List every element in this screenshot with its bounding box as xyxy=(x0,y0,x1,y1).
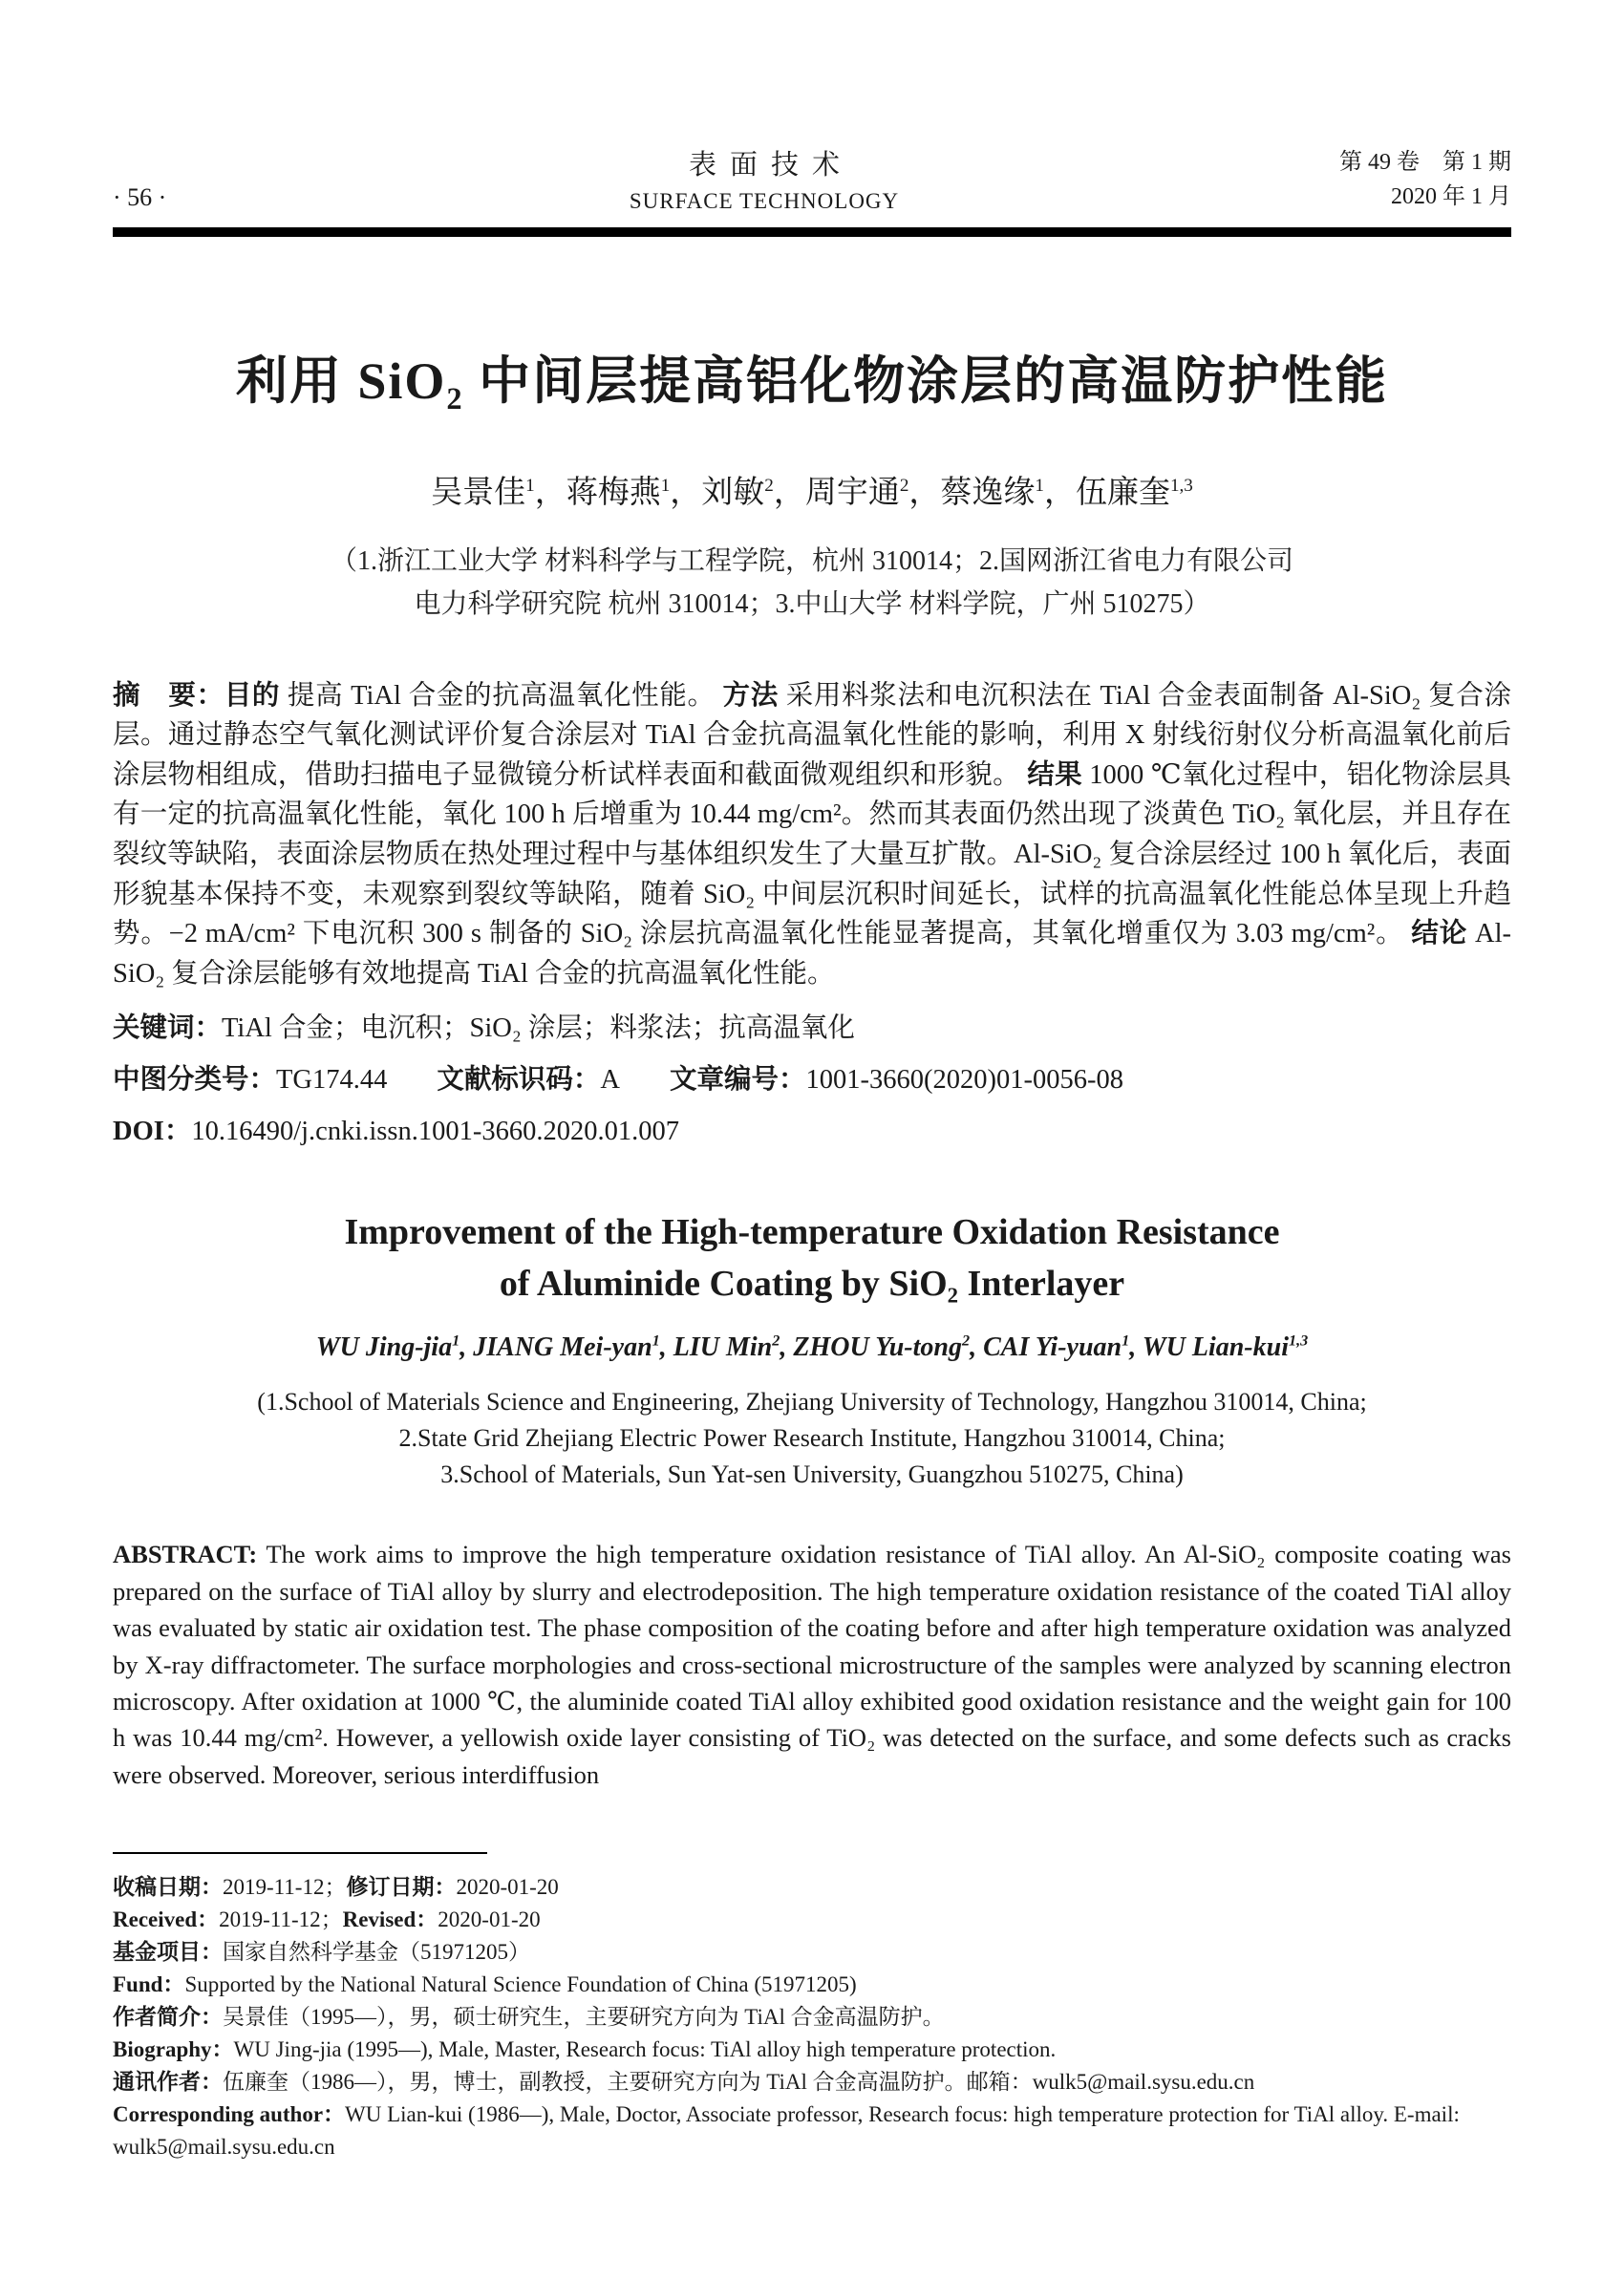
author-name: 吴景佳 xyxy=(431,476,526,510)
document-code-label: 文献标识码： xyxy=(437,1065,601,1096)
author-affiliation-sup: 2 xyxy=(764,476,774,496)
footnote-fund-en xyxy=(113,1969,1511,2001)
paper-title-en-line1: Improvement of the High-temperature Oxidation Resistance xyxy=(344,1212,1280,1253)
author-cn xyxy=(701,476,805,510)
footnote-rule xyxy=(113,1852,487,1854)
authors-en-line xyxy=(113,1332,1511,1363)
affiliation-cn xyxy=(113,541,1511,627)
author-cn xyxy=(566,476,702,510)
journal-title-cn: 表面技术 xyxy=(688,150,853,181)
paper-title-en-line2: of Aluminide Coating by SiO₂ Interlayer xyxy=(499,1263,1125,1304)
author-separator: , xyxy=(970,1332,984,1363)
abstract-cn xyxy=(113,676,1511,994)
author-separator: , xyxy=(459,1332,474,1363)
doi-value: 10.16490/j.cnki.issn.1001-3660.2020.01.007 xyxy=(191,1117,679,1147)
author-cn xyxy=(431,476,566,510)
doi-label: DOI： xyxy=(113,1117,192,1147)
footnote-text: 国家自然科学基金（51971205） xyxy=(223,1940,530,1965)
abstract-result-label: 结果 xyxy=(1027,759,1082,790)
abstract-method-label: 方法 xyxy=(722,680,779,711)
footnote-received-en xyxy=(113,1904,1511,1936)
header-rule xyxy=(113,227,1511,237)
footnote-corresponding-en xyxy=(113,2099,1511,2163)
authors-cn-line xyxy=(113,467,1511,512)
document-code-value: A xyxy=(600,1065,620,1096)
footnote-label: Fund： xyxy=(113,1972,185,1997)
footnote-text: 伍廉奎（1986—），男，博士，副教授，主要研究方向为 TiAl 合金高温防护。邮箱：wulk5@mail.sysu.edu.cn xyxy=(223,2070,1255,2095)
clc-line xyxy=(113,1057,1511,1097)
footnote-fund-cn xyxy=(113,1936,1511,1969)
keywords-text: TiAl 合金；电沉积；SiO₂ 涂层；料浆法；抗高温氧化 xyxy=(222,1013,855,1044)
author-en xyxy=(1143,1332,1309,1362)
footnote-label: Revised： xyxy=(342,1907,438,1932)
author-name: JIANG Mei-yan xyxy=(473,1332,652,1363)
author-separator: , xyxy=(780,1332,794,1363)
author-en xyxy=(793,1332,983,1362)
footnote-text: WU Lian-kui (1986—), Male, Doctor, Associate professor, Research focus: high temperature protection for TiAl alloy. E-mail: wulk5@mail.sysu.edu.cn xyxy=(113,2102,1460,2160)
author-separator: ， xyxy=(670,476,702,510)
affiliation-cn-line2: 电力科学研究院 杭州 310014；3.中山大学 材料学院，广州 510275） xyxy=(414,588,1210,619)
abstract-result-text: 1000 ℃氧化过程中，铝化物涂层具有一定的抗高温氧化性能，氧化 100 h 后增重为 10.44 mg/cm²。然而其表面仍然出现了淡黄色 TiO₂ 氧化层，并且存在裂纹等缺陷，表面涂层物质在热处理过程中与基体组织发生了大量互扩散。Al-SiO₂ 复合涂层经过 100 h 氧化后，表面形貌基本保持不变，未观察到裂纹等缺陷，随着 SiO₂ 中间层沉积时间延长，试样的抗高温氧化性能总体呈现上升趋势。−2 mA/cm² 下电沉积 300 s 制备的 SiO₂ 涂层抗高温氧化性能显著提高，其氧化增重仅为 3.03 mg/cm²。 xyxy=(113,759,1512,949)
journal-masthead xyxy=(630,143,899,214)
journal-title-en: SURFACE TECHNOLOGY xyxy=(629,189,900,213)
author-name: 伍廉奎 xyxy=(1075,476,1170,510)
issue-date: 2020 年 1 月 xyxy=(1391,184,1511,209)
author-separator: ， xyxy=(1043,476,1076,510)
page-header xyxy=(113,0,1511,214)
footnote-text: 2020-01-20 xyxy=(456,1875,559,1900)
author-affiliation-sup: 1 xyxy=(452,1332,460,1350)
affiliation-cn-line1: （1.浙江工业大学 材料科学与工程学院，杭州 310014；2.国网浙江省电力有限公司 xyxy=(330,546,1293,576)
author-affiliation-sup: 1 xyxy=(1035,476,1044,496)
author-separator: ， xyxy=(908,476,941,510)
clc-value: TG174.44 xyxy=(276,1065,388,1096)
abstract-cn-label: 摘 要： xyxy=(113,680,224,711)
footnote-label: Corresponding author： xyxy=(113,2102,346,2127)
footnote-corresponding-cn xyxy=(113,2066,1511,2099)
paper-title-cn: 利用 SiO₂ 中间层提高铝化物涂层的高温防护性能 xyxy=(235,352,1389,410)
abstract-en-text: The work aims to improve the high temperature oxidation resistance of TiAl alloy. An Al-SiO₂ composite coating was prepared on the surface of TiAl alloy by slurry and electrodeposition. The high temperature oxidation resistance of the coated TiAl alloy was evaluated by static air oxidation test. The phase composition of the coating before and after high temperature oxidation was analyzed by X-ray diffractometer. The surface morphologies and cross-sectional microstructure of the samples were analyzed by scanning electron microscopy. After oxidation at 1000 ℃, the aluminide coated TiAl alloy exhibited good oxidation resistance and the weight gain for 100 h was 10.44 mg/cm². However, a yellowish oxide layer consisting of TiO₂ was detected on the surface, and some defects such as cracks were observed. Moreover, serious interdiffusion xyxy=(113,1540,1511,1789)
footnote-label: Received： xyxy=(113,1907,220,1932)
author-en xyxy=(316,1332,473,1362)
footnote-label: 修订日期： xyxy=(346,1875,457,1900)
doi-line xyxy=(113,1109,1511,1148)
author-affiliation-sup: 1,3 xyxy=(1169,476,1193,496)
page-number: · 56 · xyxy=(113,183,167,211)
footnote-received-cn xyxy=(113,1871,1511,1904)
author-affiliation-sup: 2 xyxy=(772,1332,780,1350)
affiliation-en-line2: 2.State Grid Zhejiang Electric Power Research Institute, Hangzhou 310014, China; xyxy=(398,1423,1226,1452)
footnotes xyxy=(113,1871,1511,2163)
abstract-conclusion-label: 结论 xyxy=(1411,919,1468,949)
author-en xyxy=(673,1332,794,1362)
author-affiliation-sup: 1 xyxy=(652,1332,660,1350)
author-separator: ， xyxy=(773,476,805,510)
author-separator: , xyxy=(659,1332,673,1363)
footnote-label: 基金项目： xyxy=(113,1940,223,1965)
author-affiliation-sup: 2 xyxy=(899,476,909,496)
volume-issue: 第 49 卷 第 1 期 xyxy=(1339,150,1511,175)
clc-label: 中图分类号： xyxy=(113,1065,277,1096)
footnote-biography-en xyxy=(113,2034,1511,2066)
author-affiliation-sup: 1 xyxy=(1122,1332,1130,1350)
author-name: 蔡逸缘 xyxy=(940,476,1036,510)
footnote-text: 2019-11-12； xyxy=(223,1875,347,1900)
affiliation-en-line1: (1.School of Materials Science and Engineering, Zhejiang University of Technology, Hangzhou 310014, China; xyxy=(257,1388,1367,1417)
footnote-text: 吴景佳（1995—），男，硕士研究生，主要研究方向为 TiAl 合金高温防护。 xyxy=(223,2005,945,2030)
footnote-biography-cn xyxy=(113,2001,1511,2034)
abstract-en-label: ABSTRACT: xyxy=(113,1540,258,1569)
author-affiliation-sup: 1 xyxy=(660,476,671,496)
article-id-value: 1001-3660(2020)01-0056-08 xyxy=(805,1065,1123,1096)
author-affiliation-sup: 1,3 xyxy=(1288,1332,1309,1350)
footnote-text: Supported by the National Natural Science Foundation of China (51971205) xyxy=(184,1972,857,1997)
affiliation-en xyxy=(113,1384,1511,1492)
affiliation-en-line3: 3.School of Materials, Sun Yat-sen University, Guangzhou 510275, China) xyxy=(440,1460,1184,1488)
keywords-label: 关键词： xyxy=(113,1013,223,1044)
article-id-label: 文章编号： xyxy=(670,1065,806,1096)
author-separator: ， xyxy=(534,476,566,510)
author-name: 蒋梅燕 xyxy=(566,476,661,510)
footnote-text: 2020-01-20 xyxy=(438,1907,541,1932)
author-cn xyxy=(940,476,1076,510)
author-name: WU Lian-kui xyxy=(1142,1332,1289,1363)
author-en xyxy=(983,1332,1143,1362)
abstract-conclusion-text: Al-SiO₂ 复合涂层能够有效地提高 TiAl 合金的抗高温氧化性能。 xyxy=(113,919,1511,989)
footnote-label: 作者简介： xyxy=(113,2005,223,2030)
paper-title-en xyxy=(113,1207,1511,1309)
author-affiliation-sup: 1 xyxy=(525,476,535,496)
author-name: ZHOU Yu-tong xyxy=(793,1332,962,1363)
author-cn xyxy=(1076,476,1193,510)
author-name: 周宇通 xyxy=(804,476,900,510)
author-name: WU Jing-jia xyxy=(315,1332,453,1363)
footnote-label: Biography： xyxy=(113,2037,234,2062)
author-name: LIU Min xyxy=(673,1332,773,1363)
issue-info xyxy=(1301,145,1511,214)
abstract-purpose-label: 目的 xyxy=(224,680,281,711)
author-affiliation-sup: 2 xyxy=(961,1332,971,1350)
author-name: 刘敏 xyxy=(701,476,765,510)
footnote-label: 收稿日期： xyxy=(113,1875,223,1900)
abstract-en xyxy=(113,1536,1511,1793)
author-name: CAI Yi-yuan xyxy=(983,1332,1122,1363)
author-cn xyxy=(805,476,941,510)
footnote-text: 2019-11-12； xyxy=(219,1907,343,1932)
author-en xyxy=(473,1332,673,1362)
abstract-method-text: 采用料浆法和电沉积法在 TiAl 合金表面制备 Al-SiO₂ 复合涂层。通过静态空气氧化测试评价复合涂层对 TiAl 合金抗高温氧化性能的影响，利用 X 射线衍射仪分析高温氧化前后涂层物相组成，借助扫描电子显微镜分析试样表面和截面微观组织和形貌。 xyxy=(113,680,1511,790)
keywords-line xyxy=(113,1006,1511,1045)
footnote-text: WU Jing-jia (1995—), Male, Master, Research focus: TiAl alloy high temperature protection. xyxy=(233,2037,1057,2062)
author-separator: , xyxy=(1129,1332,1143,1363)
abstract-purpose-text: 提高 TiAl 合金的抗高温氧化性能。 xyxy=(280,680,716,711)
footnote-label: 通讯作者： xyxy=(113,2070,223,2095)
